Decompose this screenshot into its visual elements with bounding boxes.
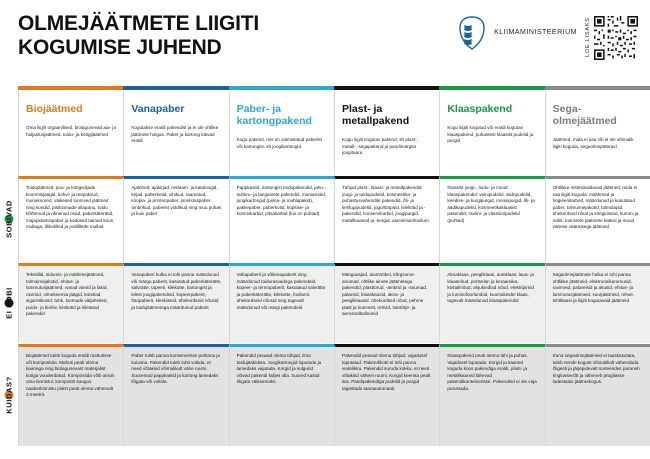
column-desc: Kogu liigiti kogutud või eraldi kogutav klaaspakend, puhastest klaasist pudelid ja purgid <box>447 125 534 144</box>
ministry-name: KLIIMAMINISTEERIUM <box>494 29 577 36</box>
poster-header <box>0 0 650 86</box>
qr-code-icon[interactable] <box>594 16 638 60</box>
rowlabel-ei-sobi <box>0 263 18 343</box>
cell-kuidas-sega-olmejaatmed: Kuna segaolmejäätmeid ei taaskasutata, tuleb nende kogust võimalikult vähendada. Õigesti ja järjepidevalt sorteerides paraneb ringlussevõtt ja väheneb prügilasse ladestatav jäätmekogus. <box>545 344 650 446</box>
cell-ei-sobi-plast-metallpakend: Mänguasjad, aiamööbel, kõrgsurve-anumad, ohtlike ainete jäätmetega pakendid, plasttorud, -ämbrid ja -anumad, patareid, klaaskausid, akna- ja peegliklaasid, ühekordsed nõud, pehme plast ja kummist, rehvid, tuletõrje- ja aerosoolballoonid <box>334 263 439 343</box>
cell-ei-sobi-biojaatmed: Tekstiilid, sidumis- ja mähkmejäätmed, tolmuimejakotid, ehitus- ja lammutusjäätmed, vanad värvid ja lakid, ravimid, olmekeemia jäägid, küünlad, sigaretikonid, tuhk, loomade väljaheited, puidu- ja kiviliiv, kilekotid ja kiletatud pakendid <box>18 263 123 343</box>
column-header-sega-olmejaatmed <box>545 90 650 176</box>
column-title: Sega-olmejäätmed <box>552 103 617 128</box>
column-desc: Oma liigilt orgaanilised, biolagunevad aia- ja haljastusjäätmed, toidu- ja köögijäätmed <box>26 125 116 137</box>
cell-sobivad-plast-metallpakend: Tühjad plast-, klaasi- ja metallpakendid: joogi- ja toidupudelid, kosmeetika- ja puhastusvahendite pakendid, õli- ja ketšupipudelid, jogurtitopsid, kilekotid ja -pakendid, konservikarbid, joogipurgid, metallkaaned ja -korgid, alumiiniumfoolium <box>334 176 439 262</box>
cell-ei-sobi-paber-kartongpakend: Vahapaberit ja võileivapaberit ning määrdunud toidurasvadega pakendeid, kopeer- ja termopaberit, kasutatud salvrätte ja paberkäterätte, kilekotte, fooliumi, ühekordseid nõusid ning tugevalt määrdunud või märgi pakendeid <box>229 263 334 343</box>
header-right-group <box>458 16 638 60</box>
rowlabel-sobivad <box>0 176 18 262</box>
cell-ei-sobi-klaaspakend: Aknaklaas, peegliklaas, autoklaas, laua- ja klaasnõud, portselan ja keraamika, kristallnõud, ahjukindlad nõud, elektripirnid ja luminofoorlambid, kuumakindel klaas, tugevalt määrdunud klaaspakendid <box>439 263 544 343</box>
rowlabel-ei-sobi-text: EI SOBI <box>4 287 14 319</box>
rowlabel-kuidas-text: KUIDAS? <box>4 376 14 414</box>
footer-spacer <box>0 446 650 452</box>
cell-kuidas-plast-metallpakend: Pakendid peavad olema tühjad, vajadusel loputatud. Pakendikotti ei tohi panna vedelikku. Pakendid suruda kokku, et need võtaksid vähem ruumi. Korgid keerata pealt ära. Pandipakendiga pudelid ja purgid tagastada taaraautomaati. <box>334 344 439 446</box>
column-desc: Jäätmed, mida ei saa või ei ole võimalik liigiti koguda, segaolmejäätmed <box>552 137 634 149</box>
column-title: Paber- ja kartongpakend <box>236 103 312 128</box>
column-desc: Kogutakse eraldi pakendist ja ei ole ohtlike jäätmete hulgas. Paber ja kartong käivad eraldi <box>131 125 219 144</box>
cell-ei-sobi-vanapaber: Vanapaberi hulka ei tohi panna määrdunud või märga paberit, kasutatud paberkäterätte, salvrätte, tapeeti, kilekotte, kartongist ja kilest joogipakendeid, kopeerpaberit, fotopaberit, kleebiseid, ühekordseid nõusid ja toidujäätmetega määrdunud paberit <box>123 263 228 343</box>
cell-sobivad-paber-kartongpakend: Pappkastid, kartongist toidupakendid, jahu-, suhkru- ja tangainete pakendid, munarestid, joogikartongid (piima- ja mahlapakid), pakkepaber, paberkotid, küpsise- ja kommikarbid, pitsakarbid (kui on puhtad) <box>229 176 334 262</box>
cell-kuidas-biojaatmed: Biojäätmed tuleb koguda eraldi mahutisse või kompostida. Mahuti peab olema kaanega ning biolagunevast materjalist kotiga vooderdatud. Kompostida võib ainult oma kinnistul, kompostri kaugus naaberkinnistu piirist peab olema vähemalt 3 meetrit. <box>18 344 123 446</box>
page-title-line1: OLMEJÄÄTMETE LIIGITI <box>18 12 259 35</box>
row-kuidas <box>0 344 650 446</box>
qr-block <box>585 16 638 60</box>
cell-ei-sobi-sega-olmejaatmed: Segaolmejäätmete hulka ei tohi panna ohtlikke jäätmeid, elektroonikaromusid, ravimeid, patareisid ja akusid, ehitus- ja lammutusjäätmeid, suurjäätmeid, rehve, lehtklaasi ja liigiti kogutavaid jäätmeid <box>545 263 650 343</box>
rowlabel-kuidas <box>0 344 18 446</box>
column-title: Plast- ja metallpakend <box>342 103 410 128</box>
column-title: Klaaspakend <box>447 103 513 115</box>
cell-sobivad-vanapaber: Ajalehed, ajakirjad, reklaam- ja kataloogid, kirjad, paberkotid, vihikud, raamatud, koopia- ja printeripaber, joonistuspaber, ümbrikud, paberist voldikud ning muu puhas ja kuiv paber <box>123 176 228 262</box>
page-title-line2: KOGUMISE JUHEND <box>18 35 222 59</box>
qr-label: LOE LISAKS <box>585 17 591 57</box>
cell-sobivad-sega-olmejaatmed: Ohtlikke mittesisaldavad jäätmed, mida ei saa liigiti koguda: mähkmed ja hügieenitarbed, määrdunud ja kasutatud paber, tolmuimejakotid, tolmulapid, ühekordsed nõud ja söögiriistad, kummi ja nahk, loomsete jäätmete katted ja muud vähese väärtusega jäätmed <box>545 176 650 262</box>
column-header-paber-kartongpakend <box>229 90 334 176</box>
row-ei-sobi <box>0 263 650 343</box>
rowlabel-sobivad-text: SOBIVAD <box>4 200 14 238</box>
column-header-biojaatmed <box>18 90 123 176</box>
cell-sobivad-klaaspakend: Klaasist joogi-, toidu- ja muud klaaspakendid: veinipudelid, siidripudelid, keedise- ja kurgipurgid, moosipurgid, õli- ja äädikapudelid, kosmeetikaklaasist pakendid, ravimi- ja vitamiinipudelid (puhtad) <box>439 176 544 262</box>
column-title: Vanapaber <box>131 103 185 115</box>
column-title: Biojäätmed <box>26 103 83 115</box>
column-header-klaaspakend <box>439 90 544 176</box>
rowlabel-spacer <box>0 90 18 176</box>
column-desc: Kogu liigiti kogutav pakend, sh plast-, metall-, segapakend ja pandimärgita joogitaara <box>342 137 418 156</box>
cell-kuidas-vanapaber: Paber tuleb panna konteinerisse puhtana ja kuivana. Pakendid tuleb lahti voltida, et need võtaksid võimalikult vähe ruumi. Suuremad pappkastid ja kartong lamedaks lõigata või voltida. <box>123 344 228 446</box>
estonian-coat-of-arms-icon <box>458 16 486 50</box>
cell-kuidas-klaaspakend: Klaaspakend peab olema tühi ja puhas. Vajadusel loputada. Korgid ja kaaned koguda koos pakendiga eraldi, plast- ja metallkaaned lähevad pakendikonteinerisse. Pakendeid ei ole vaja purustada. <box>439 344 544 446</box>
cell-kuidas-paber-kartongpakend: Pakendid peavad olema tühjad, ilma toidujääkideta. Joogikartongid loputada ja lamedaks vajutada. Korgid ja sulgurid võivad pakendi küljes olla. Suured kastid lõigata väiksemaks. <box>229 344 334 446</box>
page-title <box>18 12 418 59</box>
row-sobivad <box>0 176 650 262</box>
column-header-row <box>0 90 650 176</box>
column-desc: Kogu pakend, mis on valmistatud paberist või kartongist, sh joogikartongid <box>236 137 322 149</box>
column-header-vanapaber <box>123 90 228 176</box>
column-header-plast-metallpakend <box>334 90 439 176</box>
cell-sobivad-biojaatmed: Toidujäätmed, puu- ja köögiviljade koorimisjäägid, kohvi- ja teepaksud, munakoored, väikesed loomsed jäätmed ning kondid, pisiloomade allapanu, toidu kõrbenud ja riknenud osad, paberkäterätid, majapidamispaber ja kodused taimed koos mullaga, lõikelilled ja potilillede mullad <box>18 176 123 262</box>
